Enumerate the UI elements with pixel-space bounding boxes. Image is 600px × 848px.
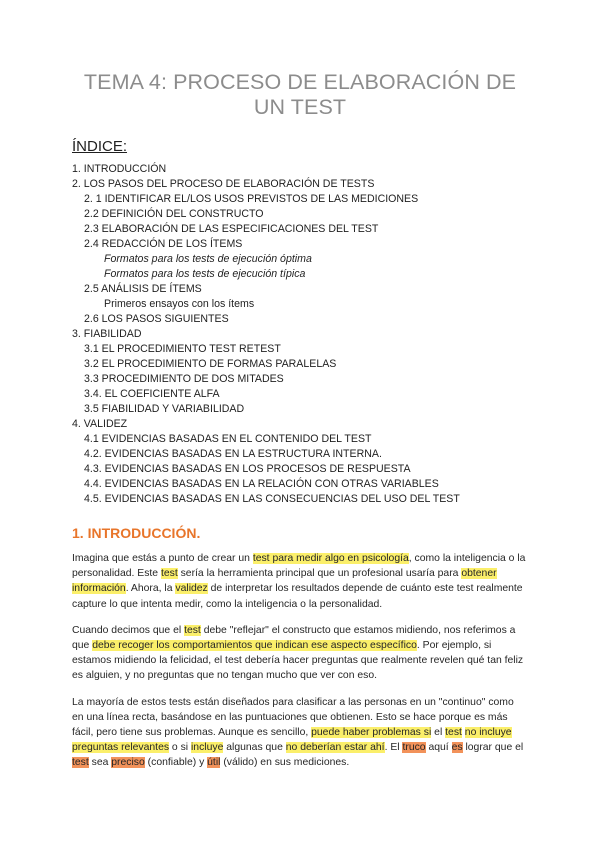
highlight-yellow: validez	[175, 583, 208, 595]
toc-item: 3.4. EL COEFICIENTE ALFA	[84, 388, 220, 400]
text-run: . Ahora, la	[125, 583, 176, 595]
toc-item: 2.5 ANÁLISIS DE ÍTEMS	[84, 283, 202, 295]
toc-item: 3.3 PROCEDIMIENTO DE DOS MITADES	[84, 373, 284, 385]
index-title: ÍNDICE:	[72, 138, 128, 155]
highlight-yellow: obtener información	[72, 568, 497, 595]
toc-item: 2.3 ELABORACIÓN DE LAS ESPECIFICACIONES DEL TEST	[84, 223, 379, 235]
text-run: La mayoría de estos tests están diseñados para clasificar a las personas en un "continuo" como en una línea recta, basándose en las puntuaciones que obtienen. Esto se hace porque es más fácil, pero tiene sus problemas. Aunque es sencillo,	[72, 696, 514, 739]
toc-item: 4.5. EVIDENCIAS BASADAS EN LAS CONSECUENCIAS DEL USO DEL TEST	[84, 493, 460, 505]
text-run: sería la herramienta principal que un profesional usaría para	[177, 568, 462, 580]
toc-item: Formatos para los tests de ejecución óptima	[104, 253, 312, 265]
toc-item: 4. VALIDEZ	[72, 418, 128, 430]
text-run: aquí	[425, 742, 452, 754]
highlight-orange: test	[72, 757, 89, 769]
text-run: Imagina que estás a punto de crear un	[72, 553, 253, 564]
toc-item: 2.4 REDACCIÓN DE LOS ÍTEMS	[84, 238, 243, 250]
text-run: . Por ejemplo, si estamos midiendo la felicidad, el test debería hacer preguntas que realmente revelen qué tan feliz es alguien, y no preguntas que no tengan mucho que ver con eso.	[72, 640, 524, 682]
text-run: Cuando decimos que el	[72, 624, 185, 636]
highlight-yellow: test	[160, 568, 178, 580]
document-title: TEMA 4: PROCESO DE ELABORACIÓN DE UN TEST	[83, 70, 517, 119]
toc-item: 4.3. EVIDENCIAS BASADAS EN LOS PROCESOS DE RESPUESTA	[84, 463, 411, 475]
toc-item: 2. 1 IDENTIFICAR EL/LOS USOS PREVISTOS DE LAS MEDICIONES	[84, 193, 419, 205]
highlight-orange: es	[451, 742, 463, 754]
text-run: . El	[384, 742, 403, 754]
highlight-orange: útil	[207, 757, 221, 769]
toc-item: Formatos para los tests de ejecución típica	[104, 268, 306, 280]
paragraph	[72, 695, 528, 771]
text-run: algunas que	[223, 742, 286, 754]
paragraph	[72, 623, 528, 684]
highlight-yellow: test	[445, 727, 462, 739]
text-run: lograr que el	[462, 742, 524, 754]
toc-item: 4.2. EVIDENCIAS BASADAS EN LA ESTRUCTURA INTERNA.	[84, 448, 382, 460]
paragraph	[72, 551, 528, 612]
highlight-yellow: no incluye preguntas relevantes	[72, 727, 512, 754]
text-run: (confiable) y	[144, 757, 208, 769]
highlight-orange: truco	[402, 742, 426, 754]
highlight-yellow: test para medir algo en psicología	[252, 553, 409, 564]
text-run: (válido) en sus mediciones.	[220, 757, 350, 769]
toc-item: 2.6 LOS PASOS SIGUIENTES	[84, 313, 229, 325]
toc-item: 3.2 EL PROCEDIMIENTO DE FORMAS PARALELAS	[84, 358, 337, 370]
toc-item: 4.1 EVIDENCIAS BASADAS EN EL CONTENIDO DEL TEST	[84, 433, 372, 445]
table-of-contents	[72, 162, 528, 507]
toc-item: 3.5 FIABILIDAD Y VARIABILIDAD	[84, 403, 245, 415]
text-run: el	[431, 727, 446, 739]
toc-item: 1. INTRODUCCIÓN	[72, 163, 167, 175]
highlight-yellow: test	[184, 624, 201, 636]
highlight-yellow: incluye	[191, 742, 224, 754]
highlight-yellow: no deberían estar ahí	[285, 742, 385, 754]
highlight-yellow: puede haber problemas si	[311, 727, 432, 739]
toc-item: Primeros ensayos con los ítems	[104, 298, 255, 310]
text-run: o si	[169, 742, 191, 754]
highlight-yellow: debe recoger los comportamientos que indican ese aspecto específico	[92, 640, 417, 652]
toc-item: 3.1 EL PROCEDIMIENTO TEST RETEST	[84, 343, 281, 355]
text-run: de interpretar los resultados depende de cuánto este test realmente capture lo que intenta medir, como la inteligencia o la personalidad.	[72, 583, 523, 610]
body-text	[72, 551, 528, 771]
text-run: debe "reflejar" el constructo que estamos midiendo, nos referimos a que	[72, 624, 516, 652]
highlight-orange: preciso	[111, 757, 145, 769]
section-heading: 1. INTRODUCCIÓN.	[72, 525, 201, 541]
text-run: , como la inteligencia o la personalidad. Este	[72, 553, 526, 580]
toc-item: 3. FIABILIDAD	[72, 328, 142, 340]
toc-item: 2. LOS PASOS DEL PROCESO DE ELABORACIÓN DE TESTS	[72, 178, 375, 190]
toc-item: 2.2 DEFINICIÓN DEL CONSTRUCTO	[84, 208, 264, 220]
text-run: sea	[88, 757, 112, 769]
toc-item: 4.4. EVIDENCIAS BASADAS EN LA RELACIÓN CON OTRAS VARIABLES	[84, 478, 439, 490]
